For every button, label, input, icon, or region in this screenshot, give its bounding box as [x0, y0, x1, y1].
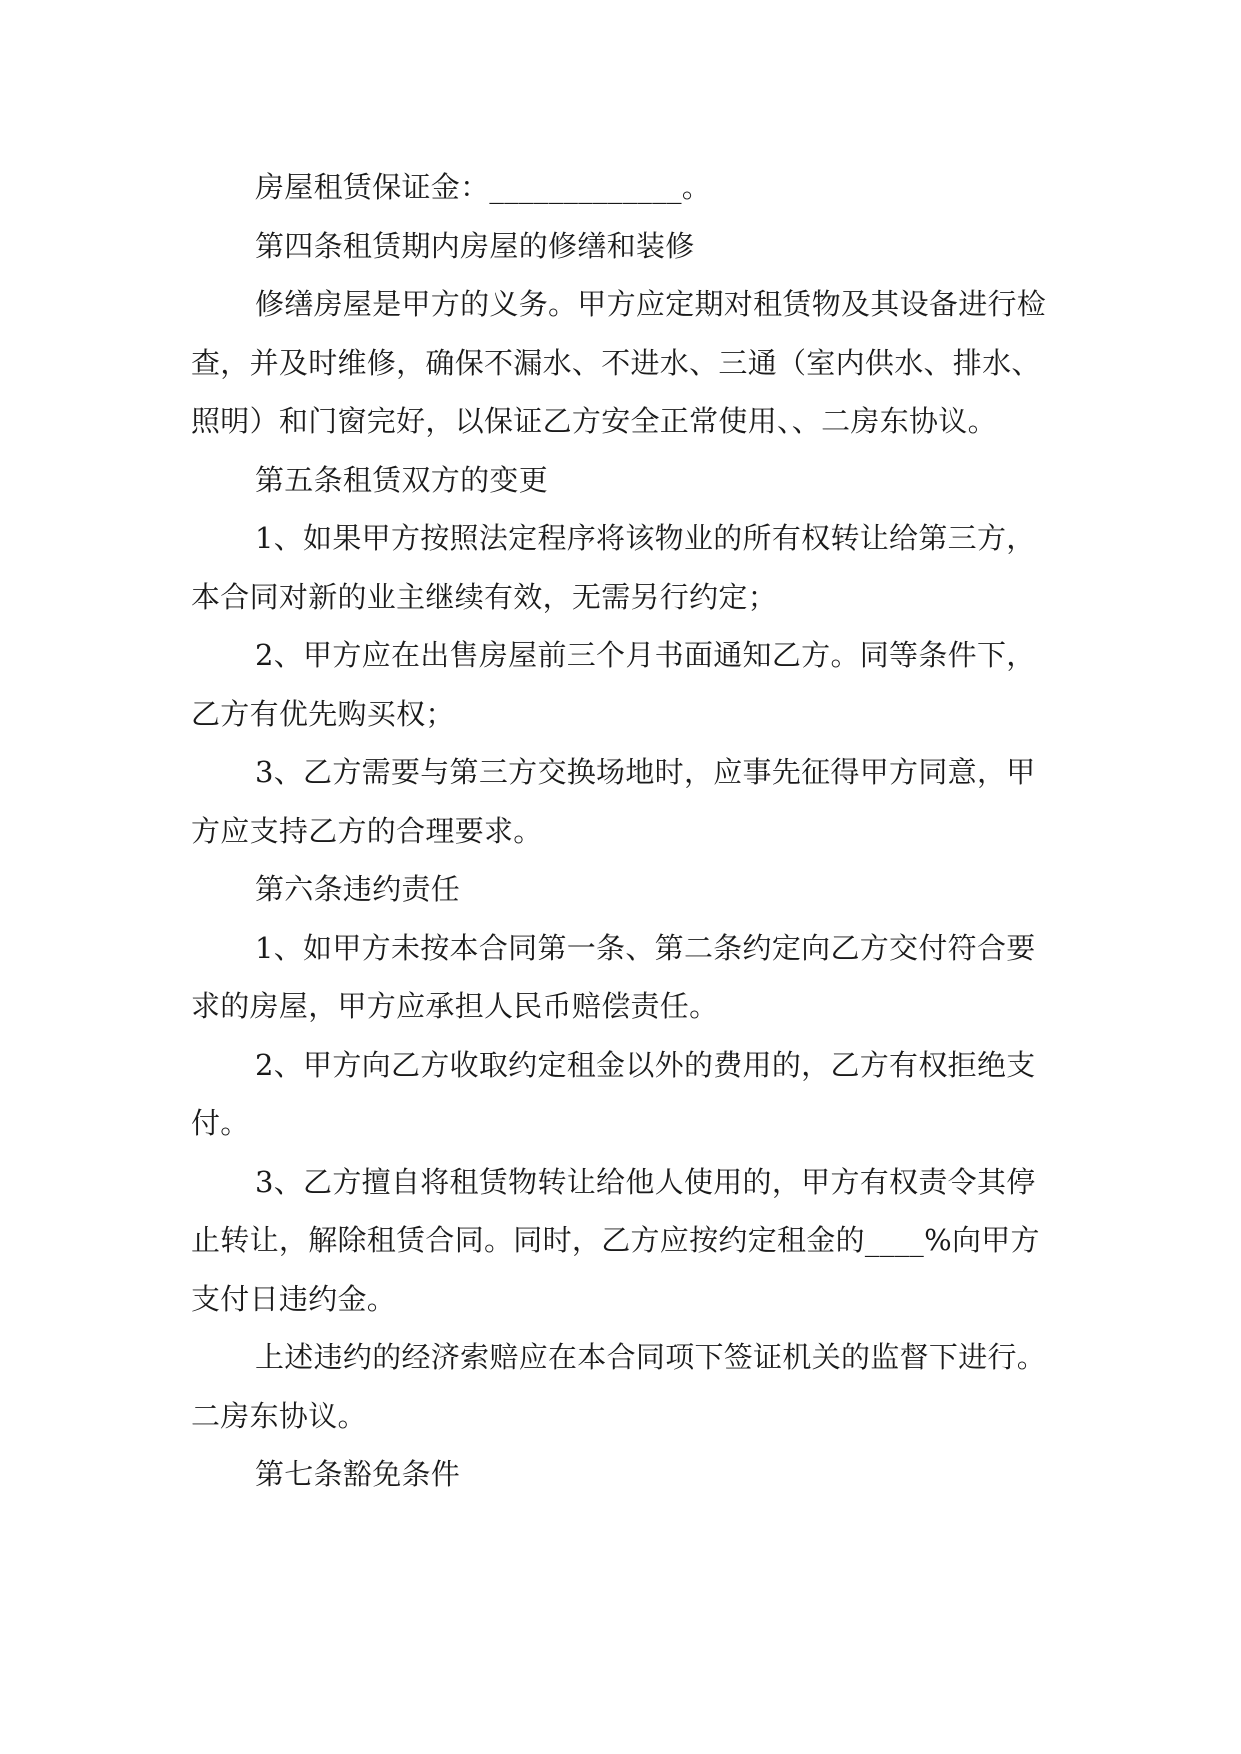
paragraph-change-3: 3、乙方需要与第三方交换场地时，应事先征得甲方同意，甲方应支持乙方的合理要求。	[191, 755, 1036, 848]
paragraph-supervision: 上述违约的经济索赔应在本合同项下签证机关的监督下进行。二房东协议。	[191, 1340, 1047, 1433]
heading-article-5: 第五条租赁双方的变更	[255, 462, 549, 497]
heading-article-6: 第六条违约责任	[255, 872, 461, 906]
paragraph-liability-3: 3、乙方擅自将租赁物转让给他人使用的，甲方有权责令其停止转让，解除租赁合同。同时，乙方应按约定租金的____%向甲方支付日违约金。	[191, 1164, 1040, 1316]
paragraph-deposit: 房屋租赁保证金：_____________。	[255, 170, 712, 204]
document-body	[191, 158, 1061, 1504]
paragraph-liability-2: 2、甲方向乙方收取约定租金以外的费用的，乙方有权拒绝支付。	[191, 1047, 1036, 1140]
paragraph-change-1: 1、如果甲方按照法定程序将该物业的所有权转让给第三方，本合同对新的业主继续有效，无需另行约定；	[191, 521, 1036, 614]
heading-article-7: 第七条豁免条件	[255, 1457, 461, 1491]
paragraph-change-2: 2、甲方应在出售房屋前三个月书面通知乙方。同等条件下，乙方有优先购买权；	[191, 638, 1036, 731]
heading-article-4: 第四条租赁期内房屋的修缮和装修	[255, 228, 695, 263]
paragraph-repair-duty: 修缮房屋是甲方的义务。甲方应定期对租赁物及其设备进行检查，并及时维修，确保不漏水、不进水、三通（室内供水、排水、照明）和门窗完好，以保证乙方安全正常使用、、二房东协议。	[191, 287, 1047, 438]
paragraph-liability-1: 1、如甲方未按本合同第一条、第二条约定向乙方交付符合要求的房屋，甲方应承担人民币赔偿责任。	[191, 930, 1036, 1023]
